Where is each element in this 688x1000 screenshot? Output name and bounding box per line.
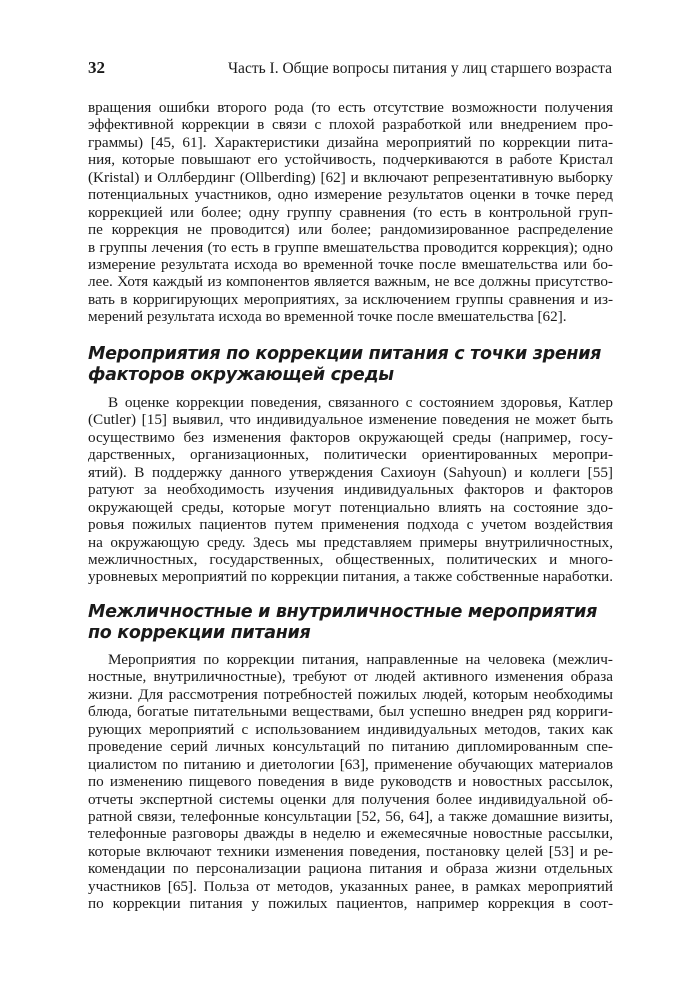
text-line: рующих мероприятий с использованием индивидуальных методов, таких как [88, 720, 613, 738]
text-line: циалистом по питанию и диетологии [63], применение обучающих материалов [88, 755, 613, 773]
text-line: на окружающую среду. Здесь мы представляем примеры внутриличностных, [88, 533, 613, 551]
section-heading-interpersonal [88, 602, 613, 644]
text-line: комендации по персонализации рациона питания и образа жизни отдельных [88, 860, 613, 878]
text-line: в группы лечения (то есть в группе вмешательства проводится коррекция); одно [88, 238, 613, 256]
text-line: отчеты экспертной системы оценки для получения более индивидуальной об- [88, 790, 613, 808]
text-line: ностные, внутриличностные), требуют от людей активного изменения образа [88, 668, 613, 686]
text-line: лее. Хотя каждый из компонентов является важным, не все должны присутство- [88, 273, 613, 291]
text-line: ратной связи, телефонные консультации [52, 56, 64], а также домашние визиты, [88, 807, 613, 825]
heading-line: факторов окружающей среды [88, 365, 394, 385]
text-line: (Kristal) и Оллбердинг (Ollberding) [62] и включают репрезентативную выборку [88, 168, 613, 186]
text-line: участников [65]. Польза от методов, указанных ранее, в рамках мероприятий [88, 877, 613, 895]
heading-line: по коррекции питания [88, 623, 311, 643]
text-line: окружающей среды, которые могут потенциально влиять на состояние здо- [88, 498, 613, 516]
text-line: по изменению пищевого поведения в виде руководств и новостных рассылок, [88, 773, 613, 791]
page-number: 32 [88, 58, 105, 77]
heading-line: Межличностные и внутриличностные мероприятия [88, 602, 598, 622]
text-line: потенциальных участников, одно измерение результатов оценки в точке перед [88, 186, 613, 204]
paragraph-1 [88, 99, 613, 326]
text-line: ния, которые повышают его устойчивость, подчеркиваются в работе Кристал [88, 151, 613, 169]
text-line: межличностных, государственных, общественных, политических и много- [88, 550, 613, 568]
section-heading-environment [88, 344, 613, 386]
text-line: (Cutler) [15] выявил, что индивидуальное изменение поведения не может быть [88, 411, 613, 429]
text-line: ятий). В поддержку данного утверждения Сахиоун (Sahyoun) и коллеги [55] [88, 463, 613, 481]
text-line: В оценке коррекции поведения, связанного с состоянием здоровья, Катлер [108, 394, 613, 411]
heading-line: Мероприятия по коррекции питания с точки зрения [88, 344, 602, 364]
paragraph-2 [88, 394, 613, 586]
text-line: граммы) [45, 61]. Характеристики дизайна мероприятий по коррекции пита- [88, 133, 613, 151]
text-line: жизни. Для рассмотрения потребностей пожилых людей, которым необходимы [88, 685, 613, 703]
text-line: ровья пожилых пациентов путем применения подхода с учетом воздействия [88, 516, 613, 534]
text-line: ратуют за необходимость изучения индивидуальных факторов и факторов [88, 481, 613, 499]
text-line: Мероприятия по коррекции питания, направленные на человека (межлич- [108, 651, 613, 668]
text-line: дарственных, организационных, политически ориентированных меропри- [88, 446, 613, 464]
text-line: по коррекции питания у пожилых пациентов, например коррекция в соот- [88, 895, 613, 913]
text-line: пе коррекция не проводится) или более; рандомизированное распределение [88, 221, 613, 239]
text-line: вращения ошибки второго рода (то есть отсутствие возможности получения [88, 99, 613, 116]
text-line: блюда, богатые питательными веществами, был успешно внедрен ряд корриги- [88, 703, 613, 721]
text-line: проведение серий личных консультаций по питанию дипломированным спе- [88, 738, 613, 756]
text-line: которые включают техники изменения поведения, постановку целей [53] и ре- [88, 842, 613, 860]
running-title: Часть I. Общие вопросы питания у лиц старшего возраста [227, 60, 612, 77]
text-line: измерение результата исхода во временной точке после вмешательства или бо- [88, 255, 613, 273]
text-line: мерений результата исхода во временной точке после вмешательства [62]. [88, 308, 567, 326]
paragraph-3 [88, 651, 613, 913]
text-line: уровневых мероприятий по коррекции питания, а также собственные наработки. [88, 568, 613, 586]
text-line: вать в корригирующих мероприятиях, за исключением группы сравнения и из- [88, 290, 613, 308]
text-line: коррекцией или более; одну группу сравнения (то есть в контрольной груп- [88, 203, 613, 221]
text-line: телефонные разговоры дважды в неделю и ежемесячные новостные рассылки, [88, 825, 613, 843]
text-line: осуществимо без изменения факторов окружающей среды (например, госу- [88, 428, 613, 446]
text-line: эффективной коррекции в связи с плохой разработкой или внедрением про- [88, 116, 613, 134]
